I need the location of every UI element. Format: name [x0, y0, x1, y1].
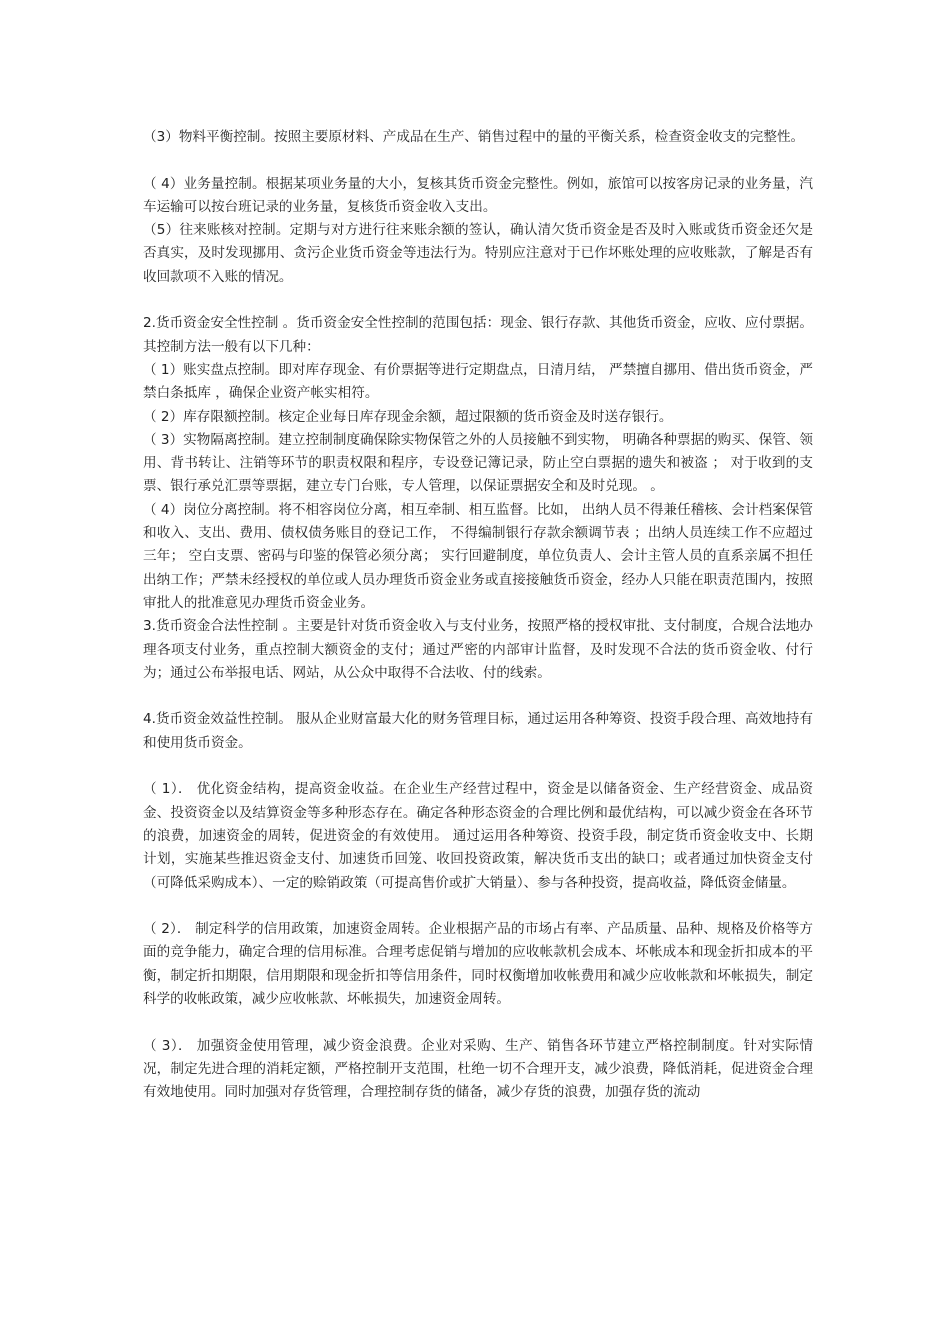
paragraph-gap: [143, 755, 813, 778]
paragraph-physical-isolation: （ 3）实物隔离控制。建立控制制度确保除实物保管之外的人员接触不到实物， 明确各种票据的购买、保管、领用、背书转让、注销等环节的职责权限和程序，专设登记簿记录，防止空白票据的遗失和被盗 ； 对于收到的支票、银行承兑汇票等票据，建立专门台账，专人管理，以保证票据安全和及时兑现。 。: [143, 431, 813, 495]
paragraph-gap: [143, 685, 813, 708]
paragraph-gap: [143, 895, 813, 918]
paragraph-gap: [143, 149, 813, 172]
paragraph-fund-usage: （ 3）． 加强资金使用管理，减少资金浪费。企业对采购、生产、销售各环节建立严格控制制度。针对实际情况，制定先进合理的消耗定额，严格控制开支范围，杜绝一切不合理开支，减少浪费，降低消耗，促进资金合理有效地使用。同时加强对存货管理，合理控制存货的储备，减少存货的浪费，加强存货的流动: [143, 1037, 813, 1101]
section-heading-efficiency-control: 4.货币资金效益性控制。 服从企业财富最大化的财务管理目标，通过运用各种筹资、投资手段合理、高效地持有和使用货币资金。: [143, 711, 813, 751]
paragraph-gap: [143, 289, 813, 312]
paragraph-credit-policy: （ 2）． 制定科学的信用政策，加速资金周转。企业根据产品的市场占有率、产品质量、品种、规格及价格等方面的竞争能力，确定合理的信用标准。合理考虑促销与增加的应收帐款机会成本、坏帐成本和现金折扣成本的平衡，制定折扣期限，信用期限和现金折扣等信用条件，同时权衡增加收帐费用和减少应收帐款和坏帐损失，制定科学的收帐政策，减少应收帐款、坏帐损失，加速资金周转。: [143, 921, 813, 1007]
section-heading-safety-control: 2.货币资金安全性控制 。货币资金安全性控制的范围包括：现金、银行存款、其他货币资金，应收、应付票据。其控制方法一般有以下几种：: [143, 315, 813, 355]
paragraph-business-volume: （ 4）业务量控制。根据某项业务量的大小，复核其货币资金完整性。例如，旅馆可以按客房记录的业务量，汽车运输可以按台班记录的业务量，复核货币资金收入支出。: [143, 175, 813, 215]
paragraph-cash-count: （ 1）账实盘点控制。即对库存现金、有价票据等进行定期盘点，日清月结， 严禁擅自挪用、借出货币资金，严禁白条抵库 ，确保企业资产帐实相符。: [143, 361, 813, 402]
paragraph-account-reconciliation: （5）往来账核对控制。定期与对方进行往来账余额的签认，确认清欠货币资金是否及时入账或货币资金还欠是否真实，及时发现挪用、贪污企业货币资金等违法行为。特别应注意对于已作坏账处理的应收账款，了解是否有收回款项不入账的情况。: [143, 222, 813, 285]
paragraph-optimize-structure: （ 1）． 优化资金结构，提高资金收益。在企业生产经营过程中，资金是以储备资金、生产经营资金、成品资金、投资资金以及结算资金等多种形态存在。确定各种形态资金的合理比例和最优结构，可以减少资金在各环节的浪费，加速资金的周转，促进资金的有效使用。 通过运用各种筹资、投资手段，制定货币资金收支中、长期计划，实施某些推迟资金支付、加速货币回笼、收回投资政策，解决货币支出的缺口；或者通过加快资金支付（可降低采购成本）、一定的赊销政策（可提高售价或扩大销量）、参与各种投资，提高收益，降低资金储量。: [143, 781, 813, 891]
paragraph-material-balance: （3）物料平衡控制。按照主要原材料、产成品在生产、销售过程中的量的平衡关系，检查资金收支的完整性。: [143, 129, 805, 145]
paragraph-cash-limit: （ 2）库存限额控制。核定企业每日库存现金余额，超过限额的货币资金及时送存银行。: [143, 408, 673, 425]
paragraph-gap: [143, 1011, 813, 1034]
section-heading-legality-control: 3.货币资金合法性控制 。主要是针对货币资金收入与支付业务，按照严格的授权审批、支付制度，合规合法地办理各项支付业务，重点控制大额资金的支付；通过严密的内部审计监督，及时发现不合法的货币资金收、付行为；通过公布举报电话、网站，从公众中取得不合法收、付的线索。: [143, 618, 813, 681]
document-page: [143, 126, 813, 1104]
paragraph-duty-separation: （ 4）岗位分离控制。将不相容岗位分离，相互牵制、相互监督。比如， 出纳人员不得兼任稽核、会计档案保管和收入、支出、费用、债权债务账目的登记工作， 不得编制银行存款余额调节表 ；出纳人员连续工作不应超过三年； 空白支票、密码与印鉴的保管必须分离； 实行回避制度，单位负责人、会计主管人员的直系亲属不担任出纳工作；严禁未经授权的单位或人员办理货币资金业务或直接接触货币资金，经办人只能在职责范围内，按照审批人的批准意见办理货币资金业务。: [143, 501, 813, 611]
